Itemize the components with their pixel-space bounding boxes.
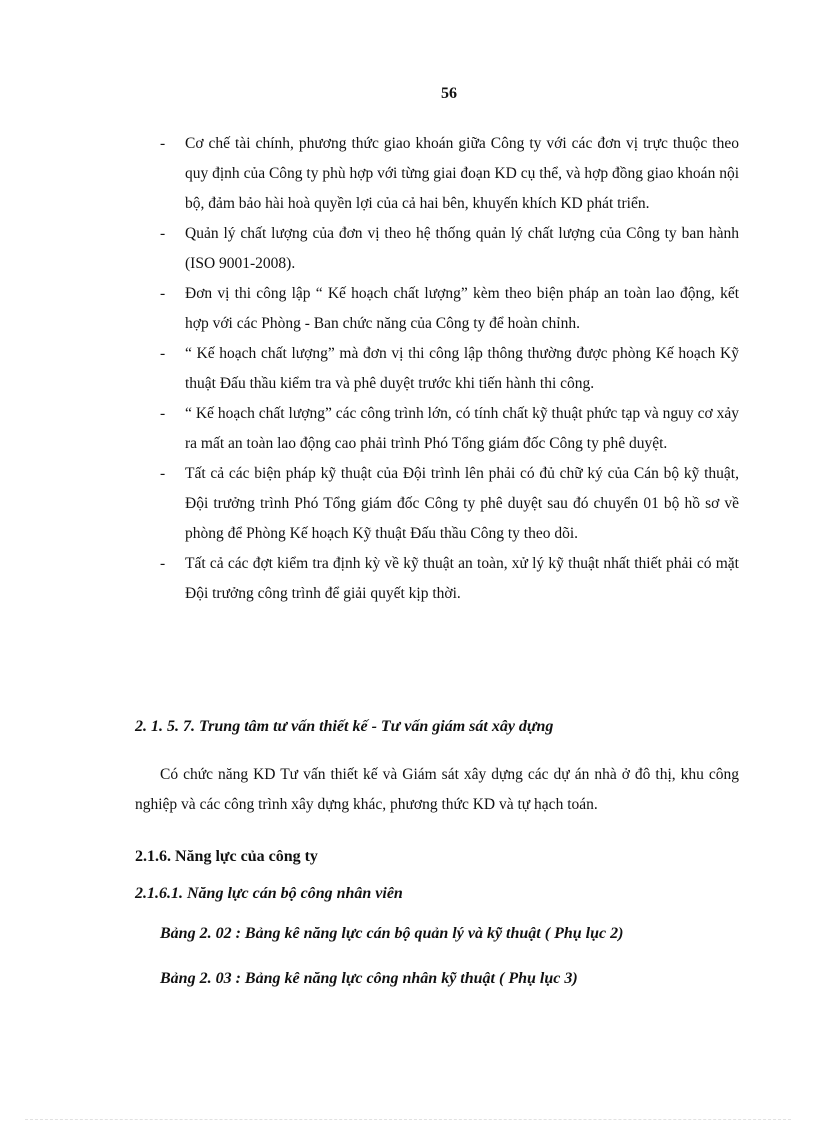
page-bottom-divider [25,1119,791,1120]
bullet-text: Quản lý chất lượng của đơn vị theo hệ thống quản lý chất lượng của Công ty ban hành (ISO 9001-2008). [185,225,739,272]
bullet-text: “ Kế hoạch chất lượng” các công trình lớn, có tính chất kỹ thuật phức tạp và nguy cơ xảy ra mất an toàn lao động cao phải trình Phó Tổng giám đốc Công ty phê duyệt. [185,405,739,452]
bullet-text: Đơn vị thi công lập “ Kế hoạch chất lượng” kèm theo biện pháp an toàn lao động, kết hợp với các Phòng - Ban chức năng của Công ty để hoàn chỉnh. [185,285,739,332]
bullet-item [160,399,739,459]
bullet-item [160,459,739,549]
bullet-text: Tất cả các biện pháp kỹ thuật của Đội trình lên phải có đủ chữ ký của Cán bộ kỹ thuật, Đội trưởng trình Phó Tổng giám đốc Công ty phê duyệt sau đó chuyển 01 bộ hồ sơ về phòng để Phòng Kế hoạch Kỹ thuật Đấu thầu Công ty theo dõi. [185,465,739,542]
bullet-item [160,549,739,609]
section-heading-2161: 2.1.6.1. Năng lực cán bộ công nhân viên [135,885,403,902]
table-reference-2-03: Bảng 2. 03 : Bảng kê năng lực công nhân kỹ thuật ( Phụ lục 3) [160,970,578,987]
bullet-item [160,219,739,279]
bullet-dash: - [160,285,166,302]
table-reference-2-02: Bảng 2. 02 : Bảng kê năng lực cán bộ quản lý và kỹ thuật ( Phụ lục 2) [160,925,624,942]
section-heading-2157: 2. 1. 5. 7. Trung tâm tư vấn thiết kế - Tư vấn giám sát xây dựng [135,718,554,735]
bullet-dash: - [160,465,166,482]
bullet-dash: - [160,555,166,572]
bullet-text: Tất cả các đợt kiểm tra định kỳ về kỹ thuật an toàn, xử lý kỹ thuật nhất thiết phải có mặt Đội trưởng công trình để giải quyết kịp thời. [185,555,739,602]
bullet-item [160,129,739,219]
bullet-dash: - [160,345,166,362]
page-number: 56 [441,85,457,102]
bullet-text: Cơ chế tài chính, phương thức giao khoán giữa Công ty với các đơn vị trực thuộc theo quy định của Công ty phù hợp với từng giai đoạn KD cụ thể, và hợp đồng giao khoán nội bộ, đảm bảo hài hoà quyền lợi của cả hai bên, khuyến khích KD phát triển. [185,135,739,212]
bullet-dash: - [160,135,166,152]
section-heading-216: 2.1.6. Năng lực của công ty [135,848,318,865]
section-paragraph: Có chức năng KD Tư vấn thiết kế và Giám sát xây dựng các dự án nhà ở đô thị, khu công nghiệp và các công trình xây dựng khác, phương thức KD và tự hạch toán. [135,766,739,813]
bullet-list [0,129,816,609]
bullet-dash: - [160,405,166,422]
bullet-item [160,339,739,399]
bullet-text: “ Kế hoạch chất lượng” mà đơn vị thi công lập thông thường được phòng Kế hoạch Kỹ thuật Đấu thầu kiểm tra và phê duyệt trước khi tiến hành thi công. [185,345,739,392]
bullet-item [160,279,739,339]
bullet-dash: - [160,225,166,242]
